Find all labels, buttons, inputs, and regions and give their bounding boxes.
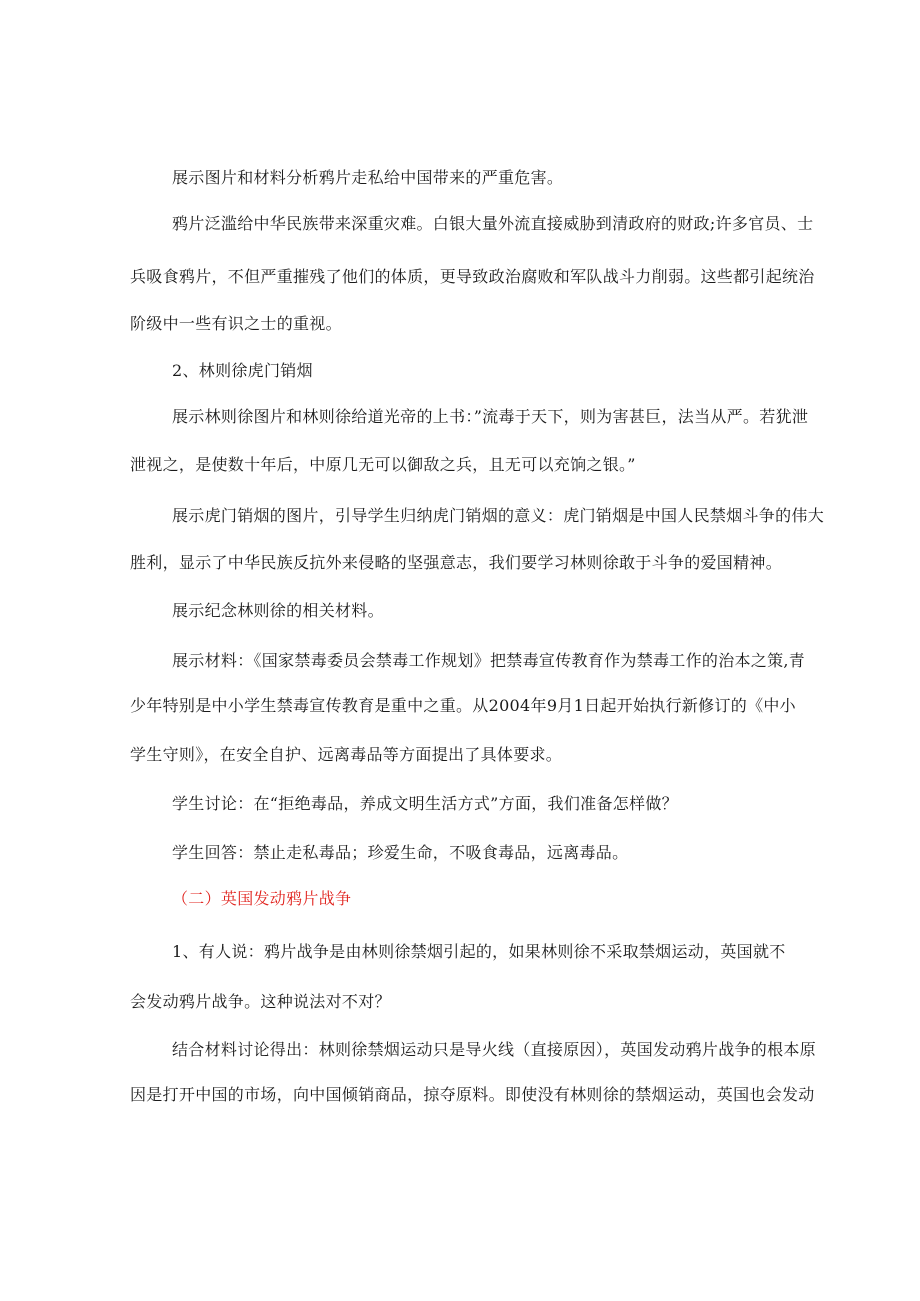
- paragraph-line: 少年特别是中小学生禁毒宣传教育是重中之重。从2004年9月1日起开始执行新修订的《中小: [130, 696, 796, 715]
- paragraph-line: 学生讨论：在“拒绝毒品，养成文明生活方式”方面，我们准备怎样做？: [172, 794, 678, 813]
- paragraph-line: 结合材料讨论得出：林则徐禁烟运动只是导火线（直接原因），英国发动鸦片战争的根本原: [172, 1040, 817, 1059]
- paragraph-line: 阶级中一些有识之士的重视。: [130, 314, 342, 333]
- section-heading: 2、林则徐虎门销烟: [172, 361, 313, 380]
- paragraph-line: 会发动鸦片战争。这种说法对不对？: [130, 992, 391, 1011]
- paragraph-line: 展示虎门销烟的图片，引导学生归纳虎门销烟的意义：虎门销烟是中国人民禁烟斗争的伟大: [172, 506, 825, 525]
- paragraph-line: 展示图片和材料分析鸦片走私给中国带来的严重危害。: [172, 168, 564, 187]
- paragraph-line: 泄视之，是使数十年后，中原几无可以御敌之兵，且无可以充饷之银。”: [130, 455, 636, 474]
- section-heading-red: （二）英国发动鸦片战争: [172, 889, 352, 908]
- paragraph-line: 展示纪念林则徐的相关材料。: [172, 601, 384, 620]
- paragraph-line: 展示林则徐图片和林则徐给道光帝的上书：”流毒于天下，则为害甚巨，法当从严。若犹泄: [172, 407, 809, 426]
- paragraph-line: 鸦片泛滥给中华民族带来深重灾难。白银大量外流直接威胁到清政府的财政;许多官员、士: [172, 214, 814, 233]
- paragraph-line: 因是打开中国的市场，向中国倾销商品，掠夺原料。即使没有林则徐的禁烟运动，英国也会发动: [130, 1085, 815, 1104]
- paragraph-line: 胜利，显示了中华民族反抗外来侵略的坚强意志，我们要学习林则徐敢于斗争的爱国精神。: [130, 553, 783, 572]
- paragraph-line: 展示材料：《国家禁毒委员会禁毒工作规划》把禁毒宣传教育作为禁毒工作的治本之策,青: [172, 651, 806, 670]
- paragraph-line: 学生回答：禁止走私毒品；珍爱生命，不吸食毒品，远离毒品。: [172, 843, 629, 862]
- paragraph-line: 1、有人说：鸦片战争是由林则徐禁烟引起的，如果林则徐不采取禁烟运动，英国就不: [172, 942, 786, 961]
- paragraph-line: 学生守则》，在安全自护、远离毒品等方面提出了具体要求。: [130, 745, 563, 764]
- paragraph-line: 兵吸食鸦片，不但严重摧残了他们的体质，更导致政治腐败和军队战斗力削弱。这些都引起统治: [130, 267, 815, 286]
